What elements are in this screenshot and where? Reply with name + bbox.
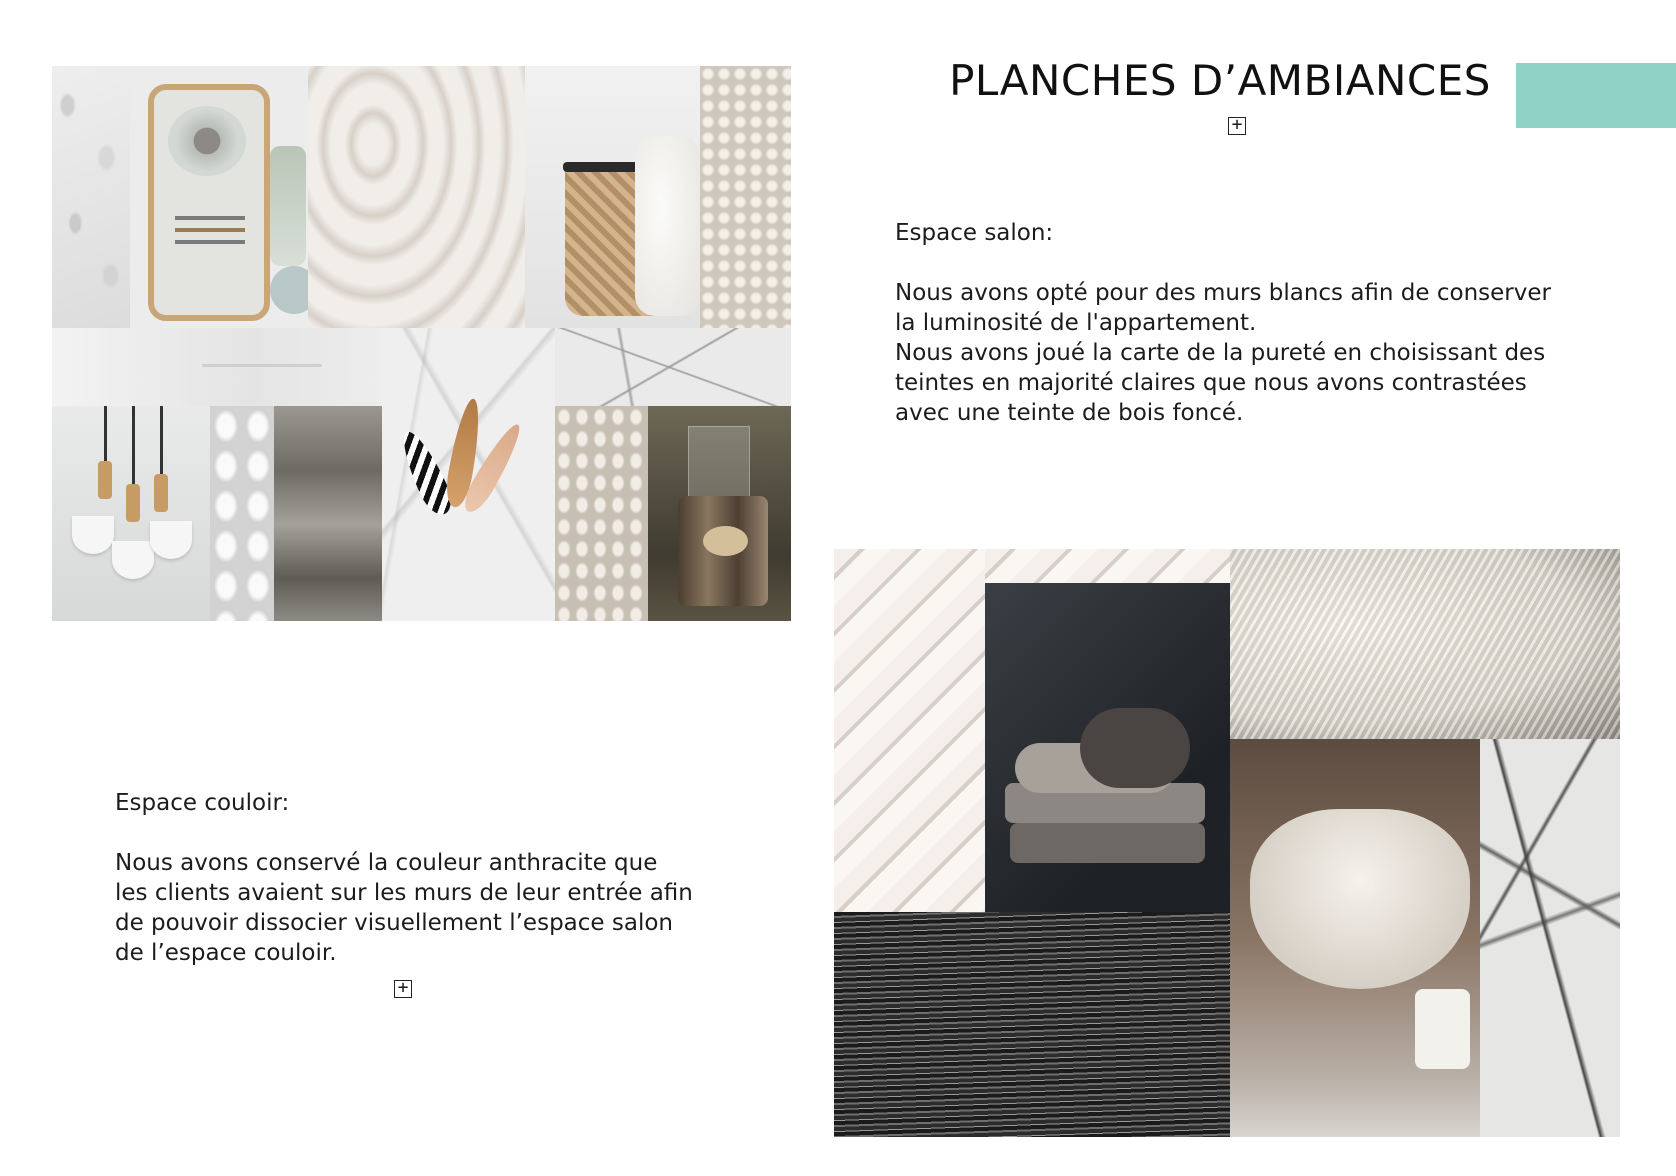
couloir-line: de l’espace couloir.	[115, 940, 337, 966]
pendant-lamps-photo	[52, 406, 210, 621]
brushed-metal-photo	[834, 912, 1230, 1137]
salon-text	[895, 218, 1595, 428]
couloir-text	[115, 788, 735, 968]
salon-line: teintes en majorité claires que nous avons contrastées	[895, 370, 1527, 396]
pebble-wall-photo	[52, 66, 130, 328]
accent-bar	[1516, 63, 1676, 128]
driftwood-vase-photo	[648, 406, 791, 621]
white-surface-photo	[52, 328, 382, 406]
cracked-paint-photo	[1480, 739, 1620, 1137]
couloir-line: de pouvoir dissocier visuellement l’espace salon	[115, 910, 673, 936]
tableware-tray-photo	[130, 66, 308, 328]
hammock-interior-photo	[1230, 739, 1480, 1137]
page-title: PLANCHES D’AMBIANCES	[949, 56, 1491, 105]
plus-box-icon[interactable]: +	[1228, 117, 1246, 135]
stone-wall-photo	[274, 406, 382, 621]
white-eggs-photo	[210, 406, 274, 621]
couloir-heading: Espace couloir:	[115, 790, 290, 816]
couloir-line: les clients avaient sur les murs de leur entrée afin	[115, 880, 693, 906]
folded-blankets-photo	[985, 583, 1230, 912]
oval-texture-photo	[555, 406, 648, 621]
plus-box-icon[interactable]: +	[394, 980, 412, 998]
wicker-basket-photo	[525, 66, 700, 328]
salon-heading: Espace salon:	[895, 220, 1054, 246]
geometric-white-wall-photo	[834, 549, 985, 912]
salon-line: avec une teinte de bois foncé.	[895, 400, 1244, 426]
couloir-line: Nous avons conservé la couleur anthracite que	[115, 850, 658, 876]
feathers-texture-photo	[1230, 549, 1620, 739]
salon-moodboard	[52, 66, 791, 621]
chunky-knit-photo	[308, 66, 525, 328]
marble-feathers-photo	[382, 328, 555, 621]
couloir-moodboard	[834, 549, 1620, 1137]
salon-line: Nous avons opté pour des murs blancs afin de conserver	[895, 280, 1551, 306]
beads-texture-photo	[700, 66, 791, 328]
geometric-white-wall-photo	[985, 549, 1230, 583]
salon-line: Nous avons joué la carte de la pureté en choisissant des	[895, 340, 1546, 366]
salon-line: la luminosité de l'appartement.	[895, 310, 1257, 336]
cracked-white-photo	[555, 328, 791, 406]
